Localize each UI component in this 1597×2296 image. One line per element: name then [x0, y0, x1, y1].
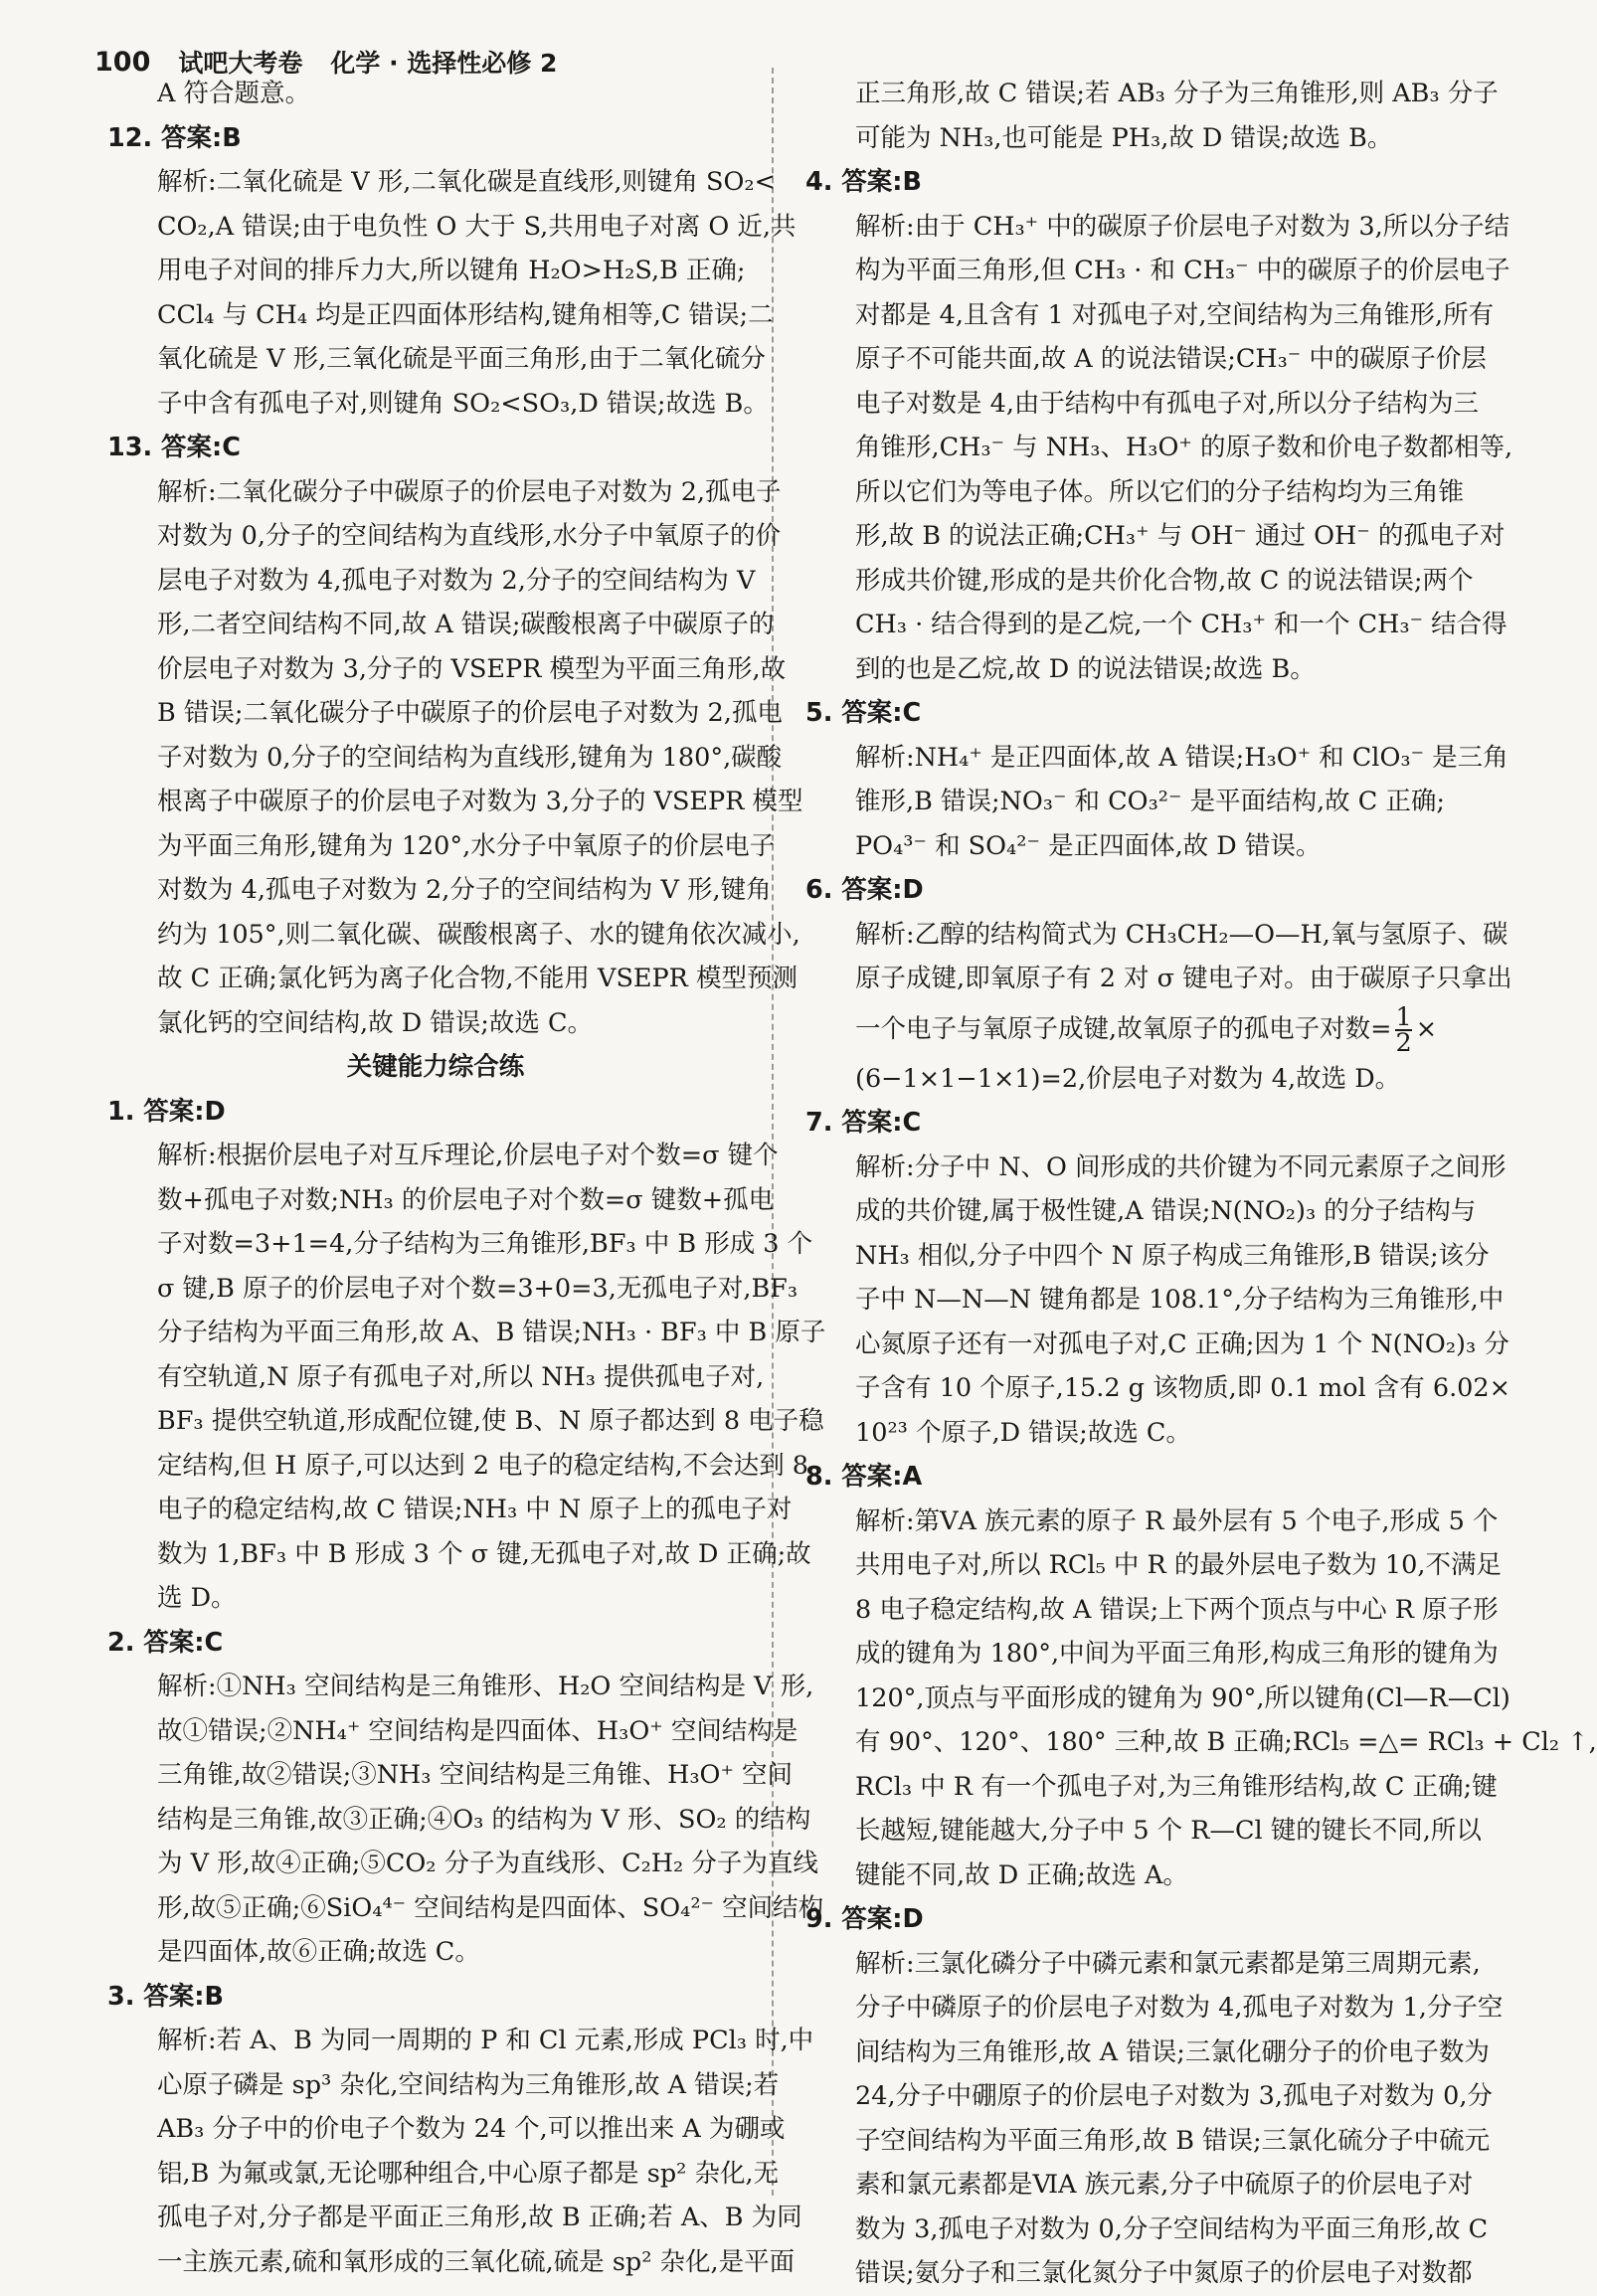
text-line: AB₃ 分子中的价电子个数为 24 个,可以推出来 A 为硼或 — [157, 2114, 786, 2144]
text-line: 键能不同,故 D 正确;故选 A。 — [855, 1859, 1188, 1890]
text-line: 成的键角为 180°,中间为平面三角形,构成三角形的键角为 — [855, 1639, 1499, 1669]
text-line: 心氮原子还有一对孤电子对,C 正确;因为 1 个 N(NO₂)₃ 分 — [855, 1328, 1509, 1359]
text-line: 可能为 NH₃,也可能是 PH₃,故 D 错误;故选 B。 — [855, 122, 1393, 153]
text-line: 解析:二氧化碳分子中碳原子的价层电子对数为 2,孤电子 — [157, 476, 782, 507]
text-line: 24,分子中硼原子的价层电子对数为 3,孤电子对数为 0,分 — [855, 2081, 1493, 2111]
text-line: 形成共价键,形成的是共价化合物,故 C 的说法错误;两个 — [855, 565, 1474, 596]
text-line: 用电子对间的排斥力大,所以键角 H₂O>H₂S,B 正确; — [157, 256, 746, 285]
answer-line: 6. 答案:D — [805, 875, 924, 905]
text-line: 形,故⑤正确;⑥SiO₄⁴⁻ 空间结构是四面体、SO₄²⁻ 空间结构 — [157, 1892, 824, 1923]
text-line: 有空轨道,N 原子有孤电子对,所以 NH₃ 提供孤电子对, — [157, 1361, 765, 1392]
text-line: 结构是三角锥,故③正确;④O₃ 的结构为 V 形、SO₂ 的结构 — [157, 1804, 811, 1835]
text-line: 层电子对数为 4,孤电子对数为 2,分子的空间结构为 V — [157, 565, 756, 596]
text-fragment: × — [1415, 1013, 1438, 1044]
text-line: 子对数为 0,分子的空间结构为直线形,键角为 180°,碳酸 — [157, 742, 783, 773]
text-line: 根离子中碳原子的价层电子对数为 3,分子的 VSEPR 模型 — [157, 787, 803, 816]
text-line: 解析:分子中 N、O 间形成的共价键为不同元素原子之间形 — [855, 1151, 1507, 1182]
text-line: 氧化硫是 V 形,三氧化硫是平面三角形,由于二氧化硫分 — [157, 344, 766, 374]
text-line: 间结构为三角锥形,故 A 错误;三氯化硼分子的价电子数为 — [855, 2036, 1490, 2067]
book-title: 试吧大考卷 — [178, 49, 303, 78]
answer-line: 3. 答案:B — [107, 1981, 224, 2012]
answer-line: 4. 答案:B — [805, 167, 922, 197]
text-line: 为平面三角形,键角为 120°,水分子中氧原子的价层电子 — [157, 830, 776, 861]
answer-line: 12. 答案:B — [107, 122, 242, 153]
fraction-line — [805, 1001, 1462, 1057]
text-line: 解析:根据价层电子对互斥理论,价层电子对个数=σ 键个 — [157, 1141, 779, 1170]
text-line: 故①错误;②NH₄⁺ 空间结构是四面体、H₃O⁺ 空间结构是 — [157, 1715, 798, 1746]
text-line: 数+孤电子对数;NH₃ 的价层电子对个数=σ 键数+孤电 — [157, 1184, 775, 1215]
text-line: 解析:三氯化磷分子中磷元素和氯元素都是第三周期元素, — [855, 1948, 1481, 1979]
answer-line: 1. 答案:D — [107, 1096, 226, 1127]
text-line: A 符合题意。 — [157, 79, 311, 108]
text-line: (6−1×1−1×1)=2,价层电子对数为 4,故选 D。 — [855, 1063, 1401, 1094]
text-line: 一主族元素,硫和氧形成的三氧化硫,硫是 sp² 杂化,是平面 — [157, 2246, 796, 2277]
text-line: 解析:①NH₃ 空间结构是三角锥形、H₂O 空间结构是 V 形, — [157, 1672, 814, 1701]
text-line: CO₂,A 错误;由于电负性 O 大于 S,共用电子对离 O 近,共 — [157, 211, 797, 242]
text-line: 错误;氨分子和三氯化氮分子中氮原子的价层电子对数都 — [855, 2258, 1473, 2288]
text-line: RCl₃ 中 R 有一个孤电子对,为三角锥形结构,故 C 正确;键 — [855, 1771, 1498, 1802]
text-line: B 错误;二氧化碳分子中碳原子的价层电子对数为 2,孤电 — [157, 698, 783, 728]
text-line: 长越短,键能越大,分子中 5 个 R—Cl 键的键长不同,所以 — [855, 1816, 1482, 1846]
text-line: 数为 3,孤电子对数为 0,分子空间结构为平面三角形,故 C — [855, 2213, 1489, 2244]
text-line: 铝,B 为氟或氯,无论哪种组合,中心原子都是 sp² 杂化,无 — [157, 2158, 780, 2189]
text-line: 氯化钙的空间结构,故 D 错误;故选 C。 — [157, 1007, 593, 1038]
text-line: 子对数=3+1=4,分子结构为三角锥形,BF₃ 中 B 形成 3 个 — [157, 1229, 813, 1259]
text-line: 孤电子对,分子都是平面正三角形,故 B 正确;若 A、B 为同 — [157, 2203, 802, 2232]
text-line: 解析:NH₄⁺ 是正四面体,故 A 错误;H₃O⁺ 和 ClO₃⁻ 是三角 — [855, 742, 1508, 773]
text-line: NH₃ 相似,分子中四个 N 原子构成三角锥形,B 错误;该分 — [855, 1240, 1490, 1271]
text-line: 解析:第ⅤA 族元素的原子 R 最外层有 5 个电子,形成 5 个 — [855, 1505, 1499, 1536]
subject-title: 化学 · 选择性必修 2 — [330, 49, 558, 78]
text-line: 10²³ 个原子,D 错误;故选 C。 — [855, 1417, 1191, 1448]
text-line: 原子成键,即氧原子有 2 对 σ 键电子对。由于碳原子只拿出 — [855, 964, 1512, 993]
text-line: 形,故 B 的说法正确;CH₃⁺ 与 OH⁻ 通过 OH⁻ 的孤电子对 — [855, 521, 1506, 551]
text-line: 锥形,B 错误;NO₃⁻ 和 CO₃²⁻ 是平面结构,故 C 正确; — [855, 787, 1446, 816]
text-line: 价层电子对数为 3,分子的 VSEPR 模型为平面三角形,故 — [157, 653, 787, 684]
text-line: BF₃ 提供空轨道,形成配位键,使 B、N 原子都达到 8 电子稳 — [157, 1406, 824, 1436]
answer-line: 2. 答案:C — [107, 1627, 224, 1658]
text-line: 形,二者空间结构不同,故 A 错误;碳酸根离子中碳原子的 — [157, 610, 775, 639]
text-line: 故 C 正确;氯化钙为离子化合物,不能用 VSEPR 模型预测 — [157, 964, 798, 993]
text-line: PO₄³⁻ 和 SO₄²⁻ 是正四面体,故 D 错误。 — [855, 830, 1322, 861]
text-line: 对数为 4,孤电子对数为 2,分子的空间结构为 V 形,键角 — [157, 875, 772, 905]
text-line: 约为 105°,则二氧化碳、碳酸根离子、水的键角依次减小, — [157, 919, 800, 950]
answer-line: 8. 答案:A — [805, 1462, 923, 1492]
page-number: 100 — [94, 46, 151, 78]
text-line: 解析:二氧化硫是 V 形,二氧化碳是直线形,则键角 SO₂< — [157, 167, 776, 197]
text-line: 共用电子对,所以 RCl₅ 中 R 的最外层电子数为 10,不满足 — [855, 1550, 1502, 1580]
text-line: 所以它们为等电子体。所以它们的分子结构均为三角锥 — [855, 476, 1465, 507]
text-line: CCl₄ 与 CH₄ 均是正四面体形结构,键角相等,C 错误;二 — [157, 299, 774, 330]
right-column — [805, 72, 1597, 2296]
text-line: 对数为 0,分子的空间结构为直线形,水分子中氧原子的价 — [157, 521, 782, 551]
text-line: 子中 N—N—N 键角都是 108.1°,分子结构为三角锥形,中 — [855, 1285, 1505, 1315]
text-line: 解析:乙醇的结构简式为 CH₃CH₂—O—H,氧与氢原子、碳 — [855, 919, 1508, 950]
text-line: 120°,顶点与平面形成的键角为 90°,所以键角(Cl—R—Cl) — [855, 1682, 1510, 1713]
answer-line: 13. 答案:C — [107, 433, 241, 462]
text-line: 8 电子稳定结构,故 A 错误;上下两个顶点与中心 R 原子形 — [855, 1594, 1499, 1625]
text-line: 是四面体,故⑥正确;故选 C。 — [157, 1937, 480, 1967]
text-line: 为 V 形,故④正确;⑤CO₂ 分子为直线形、C₂H₂ 分子为直线 — [157, 1849, 818, 1878]
text-line: 素和氯元素都是ⅥA 族元素,分子中硫原子的价层电子对 — [855, 2170, 1474, 2200]
text-line: 选 D。 — [157, 1583, 237, 1613]
text-line: 定结构,但 H 原子,可以达到 2 电子的稳定结构,不会达到 8 — [157, 1450, 809, 1481]
fraction-numerator: 1 — [1395, 1001, 1412, 1032]
text-line: 三角锥,故②错误;③NH₃ 空间结构是三角锥、H₃O⁺ 空间 — [157, 1760, 794, 1790]
text-line: 心原子磷是 sp³ 杂化,空间结构为三角锥形,故 A 错误;若 — [157, 2069, 780, 2100]
fraction — [1395, 1001, 1412, 1058]
fraction-denominator: 2 — [1395, 1027, 1412, 1058]
answer-line: 5. 答案:C — [805, 698, 922, 728]
section-title: 关键能力综合练 — [346, 1052, 525, 1082]
text-line: 有 90°、120°、180° 三种,故 B 正确;RCl₅ =△= RCl₃ + Cl₂ ↑, — [855, 1727, 1597, 1757]
text-line: 分子中磷原子的价层电子对数为 4,孤电子对数为 1,分子空 — [855, 1993, 1504, 2023]
answer-line: 7. 答案:C — [805, 1108, 922, 1138]
text-line: 电子的稳定结构,故 C 错误;NH₃ 中 N 原子上的孤电子对 — [157, 1495, 793, 1524]
text-line: CH₃ · 结合得到的是乙烷,一个 CH₃⁺ 和一个 CH₃⁻ 结合得 — [855, 610, 1508, 639]
text-line: 子中含有孤电子对,则键角 SO₂<SO₃,D 错误;故选 B。 — [157, 388, 769, 419]
text-line: 数为 1,BF₃ 中 B 形成 3 个 σ 键,无孤电子对,故 D 正确;故 — [157, 1538, 811, 1569]
text-line: 分子结构为平面三角形,故 A、B 错误;NH₃ · BF₃ 中 B 原子 — [157, 1318, 826, 1347]
text-line: σ 键,B 原子的价层电子对个数=3+0=3,无孤电子对,BF₃ — [157, 1273, 798, 1304]
text-line: 对都是 4,且含有 1 对孤电子对,空间结构为三角锥形,所有 — [855, 299, 1495, 330]
text-line: 角锥形,CH₃⁻ 与 NH₃、H₃O⁺ 的原子数和价电子数都相等, — [855, 433, 1513, 462]
text-line: 子空间结构为平面三角形,故 B 错误;三氯化硫分子中硫元 — [855, 2125, 1491, 2156]
text-line: 子含有 10 个原子,15.2 g 该物质,即 0.1 mol 含有 6.02× — [855, 1373, 1510, 1403]
text-line: 电子对数是 4,由于结构中有孤电子对,所以分子结构为三 — [855, 388, 1480, 419]
text-line: 解析:若 A、B 为同一周期的 P 和 Cl 元素,形成 PCl₃ 时,中 — [157, 2026, 814, 2055]
text-line: 到的也是乙烷,故 D 的说法错误;故选 B。 — [855, 653, 1316, 684]
left-column — [107, 72, 826, 2284]
text-line: 解析:由于 CH₃⁺ 中的碳原子价层电子对数为 3,所以分子结 — [855, 211, 1510, 242]
text-line: 构为平面三角形,但 CH₃ · 和 CH₃⁻ 中的碳原子的价层电子 — [855, 256, 1510, 285]
text-line: 正三角形,故 C 错误;若 AB₃ 分子为三角锥形,则 AB₃ 分子 — [855, 79, 1499, 108]
answer-line: 9. 答案:D — [805, 1904, 924, 1934]
text-line: 成的共价键,属于极性键,A 错误;N(NO₂)₃ 的分子结构与 — [855, 1196, 1477, 1226]
text-line: 原子不可能共面,故 A 的说法错误;CH₃⁻ 中的碳原子价层 — [855, 344, 1487, 374]
text-fragment: 一个电子与氧原子成键,故氧原子的孤电子对数= — [855, 1013, 1392, 1044]
